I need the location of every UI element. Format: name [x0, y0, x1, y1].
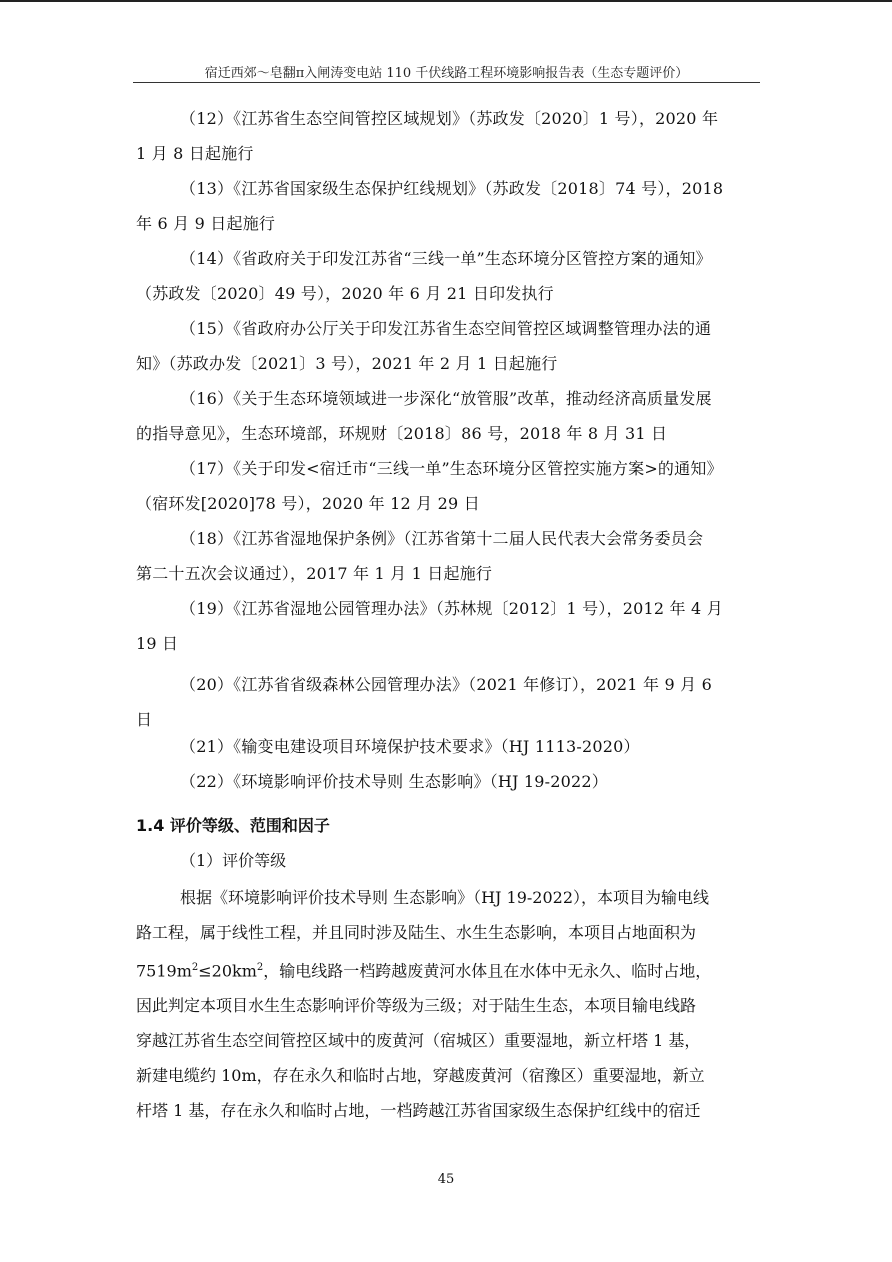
paragraph-line — [136, 950, 760, 988]
paragraph-line: 根据《环境影响评价技术导则 生态影响》（HJ 19-2022），本项目为输电线 — [180, 888, 710, 907]
subheading: （1）评价等级 — [180, 851, 287, 870]
reference-item — [136, 521, 760, 591]
reference-line: （15）《省政府办公厅关于印发江苏省生态空间管控区域调整管理办法的通 — [180, 319, 712, 338]
paragraph-text: ，输电线路一档跨越废黄河水体且在水体中无永久、临时占地， — [263, 961, 712, 981]
header-rule — [133, 82, 760, 83]
paragraph-line: 杆塔 1 基，存在永久和临时占地，一档跨越江苏省国家级生态保护红线中的宿迁 — [136, 1101, 701, 1121]
reference-line: （21）《输变电建设项目环境保护技术要求》（HJ 1113-2020） — [180, 737, 640, 756]
reference-line: （18）《江苏省湿地保护条例》（江苏省第十二届人民代表大会常务委员会 — [180, 529, 704, 548]
area-limit: ≤20km — [198, 961, 257, 981]
reference-line: （22）《环境影响评价技术导则 生态影响》（HJ 19-2022） — [180, 772, 608, 791]
reference-line: 知》（苏政办发〔2021〕3 号），2021 年 2 月 1 日起施行 — [136, 354, 558, 373]
body-paragraph — [136, 880, 760, 1128]
reference-line: 日 — [136, 710, 153, 729]
paragraph-line: 路工程，属于线性工程，并且同时涉及陆生、水生生态影响，本项目占地面积为 — [136, 923, 697, 942]
section-title: 1.4 评价等级、范围和因子 — [136, 816, 330, 835]
reference-line: （13）《江苏省国家级生态保护红线规划》（苏政发〔2018〕74 号），2018 — [180, 179, 724, 198]
reference-item — [136, 241, 760, 311]
reference-line: 的指导意见》，生态环境部，环规财〔2018〕86 号，2018 年 8 月 31 日 — [136, 424, 668, 443]
paragraph-line: 新建电缆约 10m，存在永久和临时占地，穿越废黄河（宿豫区）重要湿地，新立 — [136, 1066, 705, 1086]
reference-item — [136, 381, 760, 451]
reference-item — [136, 101, 760, 171]
area-value: 7519m — [136, 961, 192, 981]
reference-item — [136, 451, 760, 521]
superscript: 2 — [256, 962, 264, 973]
reference-line: （苏政发〔2020〕49 号），2020 年 6 月 21 日印发执行 — [136, 284, 554, 303]
reference-item — [136, 591, 760, 661]
reference-line: （20）《江苏省省级森林公园管理办法》（2021 年修订），2021 年 9 月 6 — [180, 675, 712, 694]
reference-line: （12）《江苏省生态空间管控区域规划》（苏政发〔2020〕1 号），2020 年 — [180, 109, 719, 128]
reference-line: 年 6 月 9 日起施行 — [136, 214, 276, 233]
reference-item — [136, 171, 760, 241]
page-header: 宿迁西郊～皂翻π入闸涛变电站 110 千伏线路工程环境影响报告表（生态专题评价） — [204, 66, 689, 81]
reference-item — [136, 667, 760, 737]
reference-line: （19）《江苏省湿地公园管理办法》（苏林规〔2012〕1 号），2012 年 4 月 — [180, 599, 723, 618]
reference-line: （16）《关于生态环境领域进一步深化“放管服”改革，推动经济高质量发展 — [180, 389, 712, 408]
reference-line: 第二十五次会议通过），2017 年 1 月 1 日起施行 — [136, 564, 493, 583]
reference-line: （17）《关于印发<宿迁市“三线一单”生态环境分区管控实施方案>的通知》 — [180, 459, 723, 478]
reference-item — [136, 729, 760, 764]
reference-line: 19 日 — [136, 634, 179, 653]
paragraph-line: 穿越江苏省生态空间管控区域中的废黄河（宿城区）重要湿地，新立杆塔 1 基， — [136, 1031, 701, 1051]
paragraph-line: 因此判定本项目水生生态影响评价等级为三级；对于陆生生态，本项目输电线路 — [136, 996, 697, 1016]
reference-line: （宿环发[2020]78 号），2020 年 12 月 29 日 — [136, 494, 480, 513]
superscript: 2 — [191, 962, 199, 973]
reference-item — [136, 311, 760, 381]
reference-item — [136, 764, 760, 799]
reference-line: （14）《省政府关于印发江苏省“三线一单”生态环境分区管控方案的通知》 — [180, 249, 712, 268]
top-border — [0, 0, 892, 2]
reference-line: 1 月 8 日起施行 — [136, 144, 254, 163]
page-number: 45 — [437, 1172, 455, 1187]
